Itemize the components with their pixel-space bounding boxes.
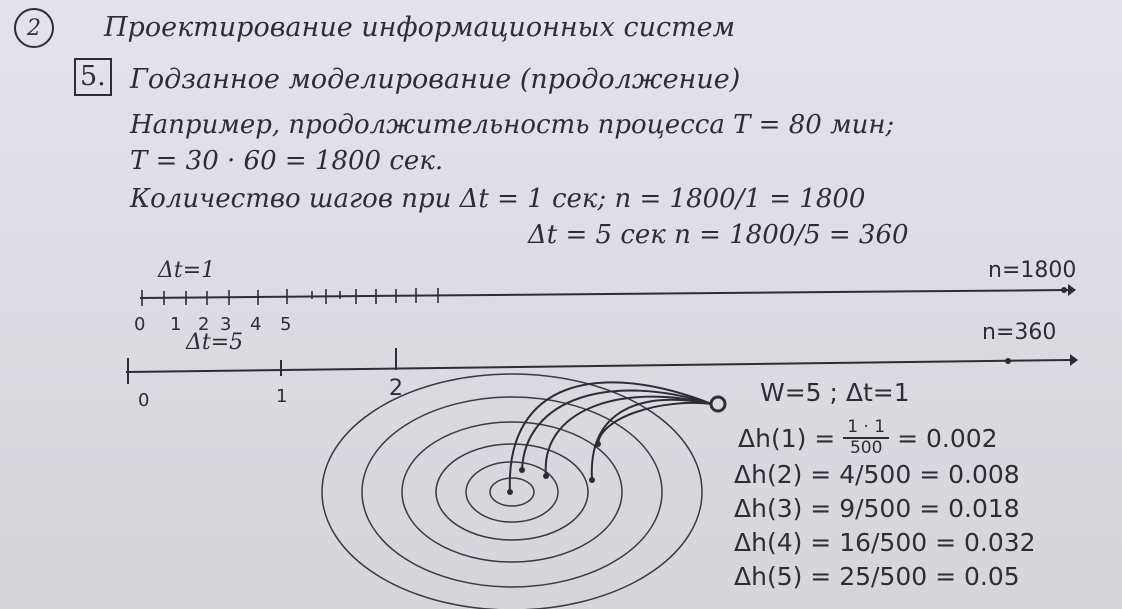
axis-2-end-dot <box>1005 358 1011 364</box>
axis-1-arrow <box>1068 284 1076 296</box>
axis-1-tick-label-1: 1 <box>170 314 182 335</box>
axis-1-line <box>140 290 1068 298</box>
axis-2-tick-label-2: 2 <box>389 376 403 401</box>
axis-1-end-dot <box>1061 287 1067 293</box>
text-line-3: Количество шагов при Δt = 1 сек; n = 1800/1 = 1800 <box>130 184 866 214</box>
formula-row-3: Δh(3) = 9/500 = 0.018 <box>734 494 1020 523</box>
formula-row-2: Δh(2) = 4/500 = 0.008 <box>734 460 1020 489</box>
formula-row-4: Δh(4) = 16/500 = 0.032 <box>734 528 1036 557</box>
axis-2-line <box>126 360 1070 372</box>
axis-1-tick-label-0: 0 <box>134 314 146 335</box>
source-point <box>711 397 725 411</box>
axis-1-tick-label-4: 4 <box>250 314 262 335</box>
axis-2-tick-label-1: 1 <box>276 386 288 407</box>
axis-2-tick-label-0: 0 <box>138 390 150 411</box>
text-line-2: T = 30 · 60 = 1800 сек. <box>130 146 444 176</box>
section-number: 2 <box>27 15 41 41</box>
formula-params: W=5 ; Δt=1 <box>760 378 910 407</box>
formula-row-1-rhs: = 0.002 <box>897 423 998 453</box>
axis-1-tick-label-5: 5 <box>280 314 292 335</box>
axis-1-tick-label-2: 2 <box>198 314 210 335</box>
subsection-number: 5. <box>74 58 112 96</box>
axis-1-label: Δt=1 <box>158 258 216 283</box>
text-line-4: Δt = 5 сек n = 1800/5 = 360 <box>528 220 909 250</box>
formula-row-1-numerator: 1 · 1 <box>843 418 889 439</box>
axis-1-tick-label-3: 3 <box>220 314 232 335</box>
formula-row-1-denominator: 500 <box>849 438 883 458</box>
axis-2-end-label: n=360 <box>982 320 1057 345</box>
text-line-1: Например, продолжительность процесса T = 80 мин; <box>130 110 895 140</box>
subsection-title: Годзанное моделирование (продолжение) <box>130 64 741 95</box>
formula-row-1 <box>738 418 998 458</box>
axis-2-label: Δt=5 <box>186 330 244 355</box>
axis-2-arrow <box>1070 354 1078 366</box>
formula-row-1-lhs: Δh(1) = <box>738 423 836 453</box>
page-title: Проектирование информационных систем <box>104 12 736 43</box>
formula-row-1-fraction <box>843 418 889 458</box>
formula-row-5: Δh(5) = 25/500 = 0.05 <box>734 562 1020 591</box>
axis-1-end-label: n=1800 <box>988 258 1077 283</box>
